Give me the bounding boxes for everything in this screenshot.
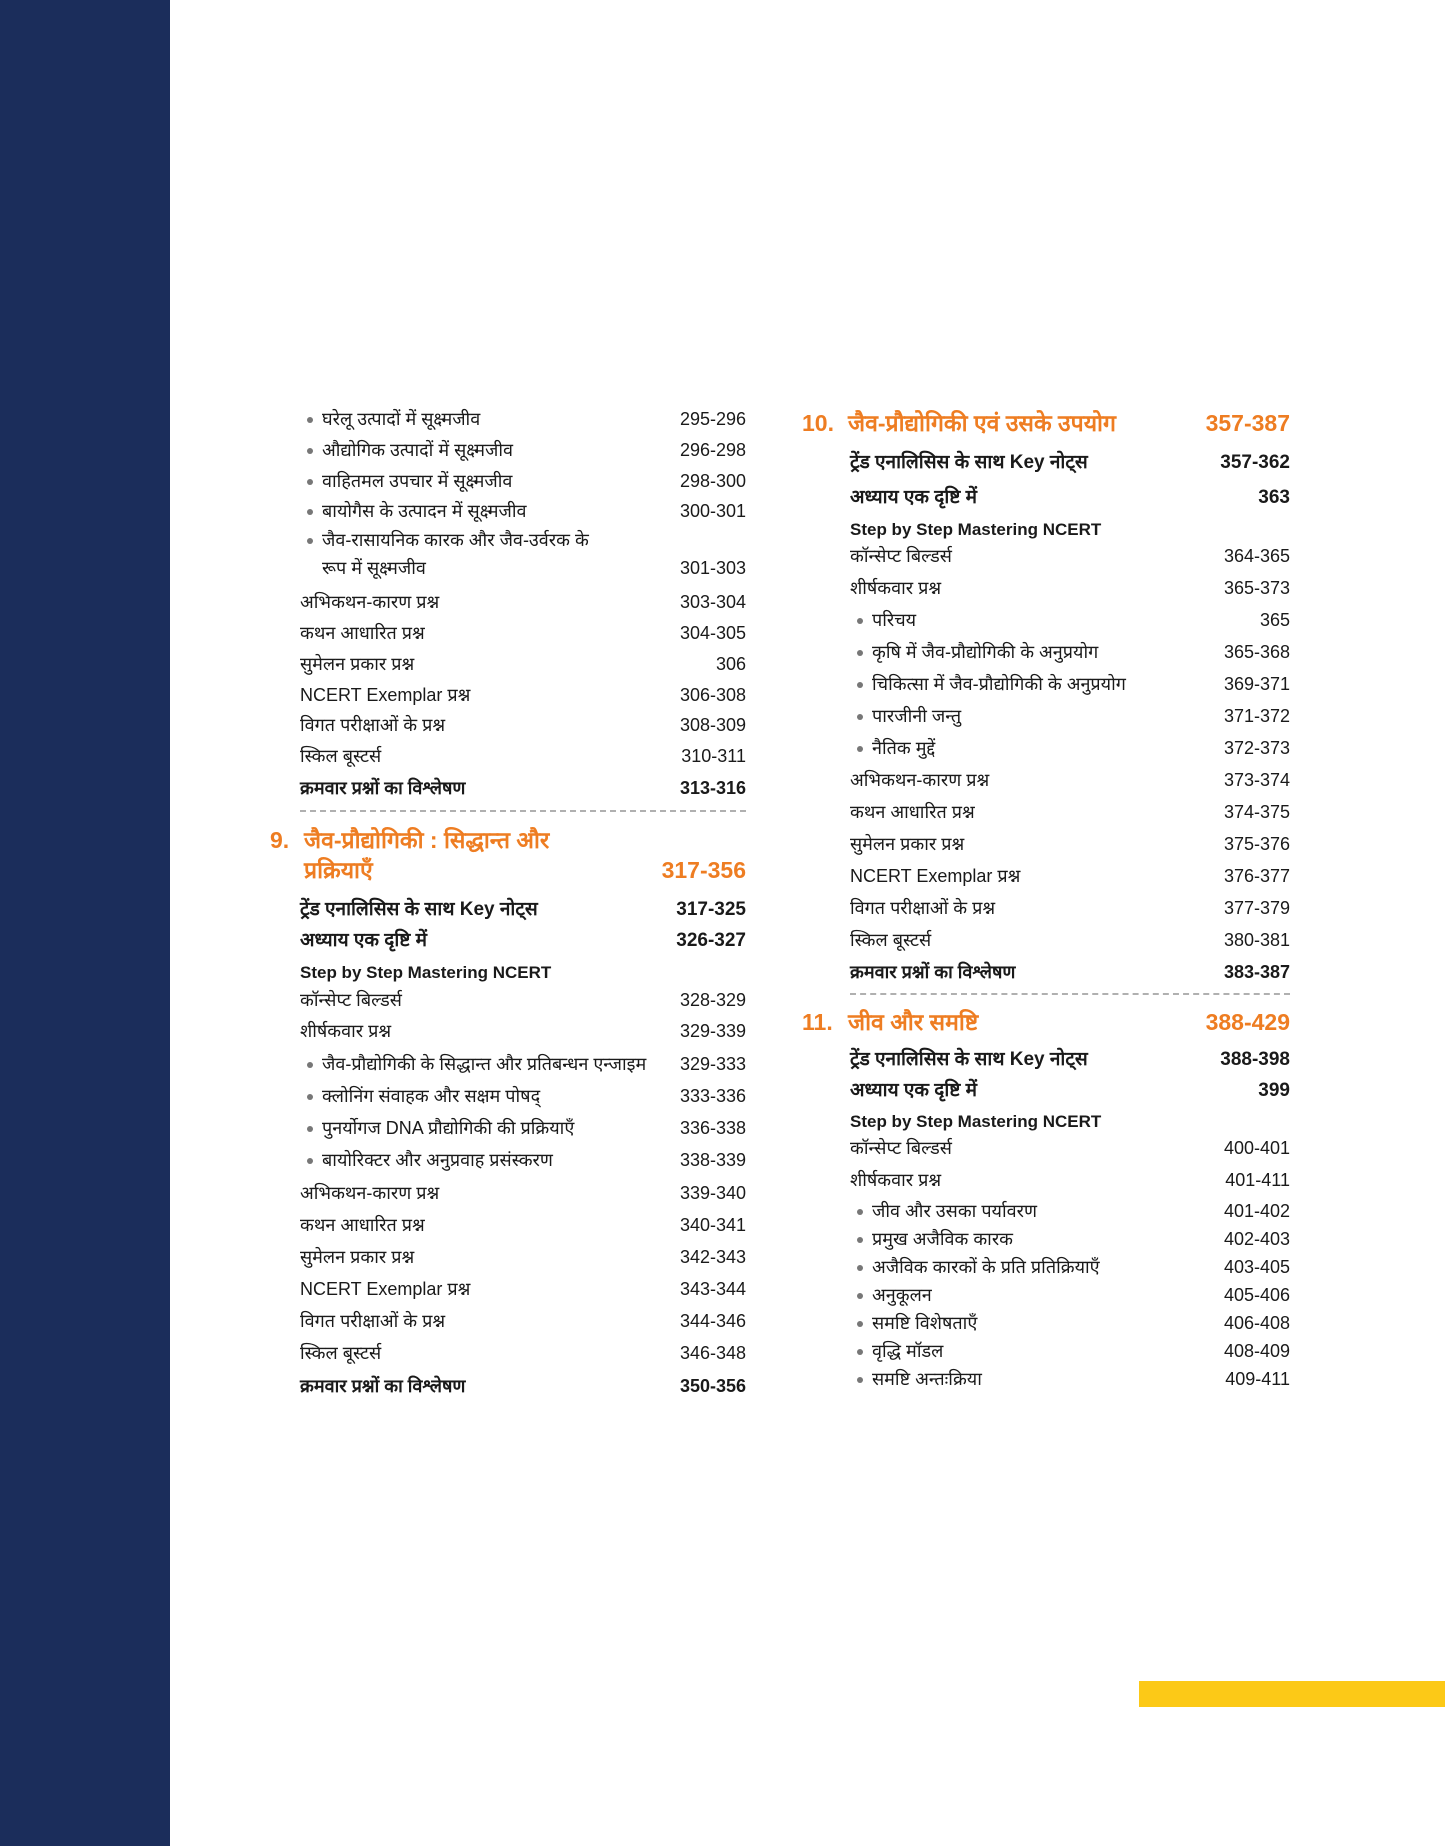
toc-entry[interactable] (300, 1083, 746, 1109)
entry-label: घरेलू उत्पादों में सूक्ष्मजीव (300, 406, 480, 432)
toc-entry[interactable] (850, 1254, 1290, 1280)
entry-label: अभिकथन-कारण प्रश्न (300, 592, 440, 612)
toc-entry[interactable] (300, 620, 746, 646)
entry-label: स्किल बूस्टर्स (300, 1343, 382, 1363)
entry-label: औद्योगिक उत्पादों में सूक्ष्मजीव (300, 437, 513, 463)
entry-page: 303-304 (679, 592, 746, 612)
toc-entry[interactable] (850, 575, 1290, 601)
entry-label: पुनर्योगज DNA प्रौद्योगिकी की प्रक्रियाएँ (300, 1115, 574, 1141)
toc-entry[interactable] (850, 863, 1290, 889)
entry-page: 383-387 (1223, 962, 1290, 982)
toc-entry[interactable] (850, 639, 1290, 665)
toc-entry[interactable] (300, 1244, 746, 1270)
entry-page: 350-356 (679, 1376, 746, 1396)
entry-label: अभिकथन-कारण प्रश्न (300, 1183, 440, 1203)
entry-label: नैतिक मुद्दें (850, 735, 935, 761)
entry-label: पारजीनी जन्तु (850, 703, 961, 729)
entry-label: ट्रेंड एनालिसिस के साथ Key नोट्स (850, 1049, 1088, 1070)
toc-entry[interactable] (850, 767, 1290, 793)
toc-entry[interactable] (850, 1078, 1290, 1104)
entry-page: 310-311 (681, 746, 746, 766)
toc-subheading (850, 1109, 1290, 1135)
entry-label: जैव-प्रौद्योगिकी के सिद्धान्त और प्रतिबन्धन एन्जाइम (300, 1051, 646, 1077)
entry-page: 377-379 (1223, 898, 1290, 918)
entry-label: समष्टि अन्तःक्रिया (850, 1366, 982, 1392)
sidebar-band (0, 0, 170, 1846)
entry-page: 380-381 (1223, 930, 1290, 950)
toc-entry[interactable] (300, 1308, 746, 1334)
entry-label-cont: रूप में सूक्ष्मजीव (322, 558, 426, 578)
toc-entry[interactable] (850, 1167, 1290, 1193)
toc-entry[interactable] (300, 468, 746, 494)
entry-page: 296-298 (679, 440, 746, 460)
entry-page: 346-348 (679, 1343, 746, 1363)
entry-page: 374-375 (1223, 802, 1290, 822)
toc-entry[interactable] (300, 987, 746, 1013)
entry-page: 365 (1259, 610, 1290, 630)
entry-label: कॉन्सेप्ट बिल्डर्स (300, 990, 402, 1010)
toc-entry[interactable] (300, 1276, 746, 1302)
entry-label: विगत परीक्षाओं के प्रश्न (850, 898, 996, 918)
entry-page: 365-368 (1223, 642, 1290, 662)
entry-label: ट्रेंड एनालिसिस के साथ Key नोट्स (300, 899, 538, 920)
toc-entry[interactable] (300, 437, 746, 463)
toc-entry[interactable] (850, 671, 1290, 697)
toc-entry[interactable] (300, 1018, 746, 1044)
chapter-title: जैव-प्रौद्योगिकी : सिद्धान्त और (304, 827, 550, 853)
toc-entry[interactable] (300, 1115, 746, 1141)
entry-label: क्रमवार प्रश्नों का विश्लेषण (300, 778, 466, 798)
toc-entry[interactable] (300, 743, 746, 769)
toc-entry[interactable] (300, 1212, 746, 1238)
entry-label: Step by Step Mastering NCERT (850, 1112, 1102, 1131)
entry-label: क्रमवार प्रश्नों का विश्लेषण (850, 962, 1016, 982)
chapter-title: जैव-प्रौद्योगिकी एवं उसके उपयोग (848, 410, 1116, 436)
entry-label: कृषि में जैव-प्रौद्योगिकी के अनुप्रयोग (850, 639, 1098, 665)
entry-label: क्लोनिंग संवाहक और सक्षम पोषद् (300, 1083, 540, 1109)
entry-label: समष्टि विशेषताएँ (850, 1310, 977, 1336)
entry-page: 376-377 (1223, 866, 1290, 886)
toc-entry[interactable] (850, 1310, 1290, 1336)
entry-label: अध्याय एक दृष्टि में (300, 930, 428, 951)
toc-entry[interactable] (850, 1366, 1290, 1392)
toc-entry[interactable] (300, 928, 746, 954)
toc-entry[interactable] (850, 831, 1290, 857)
entry-label: वाहितमल उपचार में सूक्ष्मजीव (300, 468, 512, 494)
entry-page: 363 (1258, 487, 1290, 508)
toc-entry[interactable] (850, 927, 1290, 953)
toc-entry[interactable] (850, 543, 1290, 569)
entry-page: 364-365 (1223, 546, 1290, 566)
section-divider (300, 810, 746, 812)
toc-entry[interactable] (850, 485, 1290, 511)
entry-page: 401-411 (1225, 1170, 1290, 1190)
entry-page: 371-372 (1223, 706, 1290, 726)
toc-subheading (300, 960, 746, 986)
entry-page: 317-325 (676, 899, 746, 920)
entry-label: अभिकथन-कारण प्रश्न (850, 770, 990, 790)
chapter-number: 9. (270, 827, 290, 853)
toc-entry[interactable] (850, 1135, 1290, 1161)
entry-label: विगत परीक्षाओं के प्रश्न (300, 1311, 446, 1331)
section-divider (850, 993, 1290, 995)
entry-page: 372-373 (1223, 738, 1290, 758)
toc-entry[interactable] (300, 651, 746, 677)
entry-label: जैव-रासायनिक कारक और जैव-उर्वरक के (300, 526, 746, 554)
entry-label: जीव और उसका पर्यावरण (850, 1198, 1037, 1224)
toc-entry[interactable] (300, 682, 746, 708)
toc-entry[interactable] (850, 1282, 1290, 1308)
chapter-heading[interactable] (270, 825, 746, 885)
entry-label: बायोरिक्टर और अनुप्रवाह प्रसंस्करण (300, 1147, 553, 1173)
entry-label: बायोगैस के उत्पादन में सूक्ष्मजीव (300, 498, 527, 524)
entry-page: 295-296 (679, 409, 746, 429)
toc-entry[interactable] (850, 703, 1290, 729)
entry-label: सुमेलन प्रकार प्रश्न (300, 654, 415, 674)
entry-label: NCERT Exemplar प्रश्न (300, 1279, 471, 1299)
chapter-pages: 388-429 (1205, 1009, 1290, 1035)
entry-page: 375-376 (1223, 834, 1290, 854)
entry-page: 301-303 (679, 558, 746, 578)
entry-label: प्रमुख अजैविक कारक (850, 1226, 1013, 1252)
toc-entry[interactable] (300, 897, 746, 923)
entry-page: 328-329 (679, 990, 746, 1010)
entry-label: चिकित्सा में जैव-प्रौद्योगिकी के अनुप्रयोग (850, 671, 1126, 697)
chapter-title: जीव और समष्टि (848, 1009, 979, 1035)
entry-page: 338-339 (679, 1150, 746, 1170)
toc-entry[interactable] (850, 799, 1290, 825)
entry-label: NCERT Exemplar प्रश्न (850, 866, 1021, 886)
entry-label: शीर्षकवार प्रश्न (850, 578, 942, 598)
toc-entry[interactable] (850, 895, 1290, 921)
toc-entry[interactable] (850, 450, 1290, 476)
entry-label: ट्रेंड एनालिसिस के साथ Key नोट्स (850, 452, 1088, 473)
entry-page: 342-343 (679, 1247, 746, 1267)
entry-label: स्किल बूस्टर्स (850, 930, 932, 950)
entry-label: परिचय (850, 607, 916, 633)
toc-entry[interactable] (300, 1147, 746, 1173)
entry-page: 400-401 (1223, 1138, 1290, 1158)
entry-label: सुमेलन प्रकार प्रश्न (300, 1247, 415, 1267)
toc-entry[interactable] (850, 1047, 1290, 1073)
entry-page: 306-308 (679, 685, 746, 705)
entry-page: 406-408 (1223, 1313, 1290, 1333)
chapter-heading[interactable] (802, 1007, 1290, 1037)
toc-entry[interactable] (850, 607, 1290, 633)
toc-entry[interactable] (300, 775, 746, 801)
entry-label: अजैविक कारकों के प्रति प्रतिक्रियाएँ (850, 1254, 1100, 1280)
entry-page: 373-374 (1223, 770, 1290, 790)
entry-label: कॉन्सेप्ट बिल्डर्स (850, 1138, 952, 1158)
entry-label: विगत परीक्षाओं के प्रश्न (300, 715, 446, 735)
entry-label: वृद्धि मॉडल (850, 1338, 943, 1364)
entry-label: कथन आधारित प्रश्न (850, 802, 975, 822)
entry-label: अनुकूलन (850, 1282, 932, 1308)
chapter-heading[interactable] (802, 408, 1290, 438)
toc-entry[interactable] (850, 1226, 1290, 1252)
toc-subheading (850, 517, 1290, 543)
entry-page: 313-316 (679, 778, 746, 798)
toc-entry[interactable] (850, 1198, 1290, 1224)
entry-label: क्रमवार प्रश्नों का विश्लेषण (300, 1376, 466, 1396)
entry-label: Step by Step Mastering NCERT (300, 963, 552, 982)
entry-label: कॉन्सेप्ट बिल्डर्स (850, 546, 952, 566)
chapter-title-cont: प्रक्रियाएँ (304, 857, 373, 883)
entry-page: 402-403 (1223, 1229, 1290, 1249)
chapter-number: 11. (802, 1009, 833, 1035)
entry-label: स्किल बूस्टर्स (300, 746, 382, 766)
entry-page: 388-398 (1220, 1049, 1290, 1070)
entry-page: 340-341 (679, 1215, 746, 1235)
toc-entry[interactable] (300, 1180, 746, 1206)
toc-entry[interactable] (300, 1051, 746, 1077)
entry-page: 405-406 (1223, 1285, 1290, 1305)
chapter-number: 10. (802, 410, 834, 436)
entry-page: 357-362 (1220, 452, 1290, 473)
entry-label: कथन आधारित प्रश्न (300, 1215, 425, 1235)
entry-page: 403-405 (1223, 1257, 1290, 1277)
toc-entry[interactable] (850, 1338, 1290, 1364)
entry-page: 329-333 (679, 1054, 746, 1074)
toc-entry[interactable] (300, 1340, 746, 1366)
entry-page: 333-336 (679, 1086, 746, 1106)
entry-page: 343-344 (679, 1279, 746, 1299)
entry-page: 409-411 (1225, 1369, 1290, 1389)
entry-label: शीर्षकवार प्रश्न (850, 1170, 942, 1190)
toc-entry[interactable] (300, 526, 746, 582)
entry-page: 399 (1258, 1080, 1290, 1101)
entry-page: 365-373 (1223, 578, 1290, 598)
entry-page: 401-402 (1223, 1201, 1290, 1221)
chapter-pages: 317-356 (661, 857, 746, 883)
toc-entry[interactable] (300, 712, 746, 738)
entry-page: 369-371 (1223, 674, 1290, 694)
entry-label: अध्याय एक दृष्टि में (850, 1080, 978, 1101)
entry-label: शीर्षकवार प्रश्न (300, 1021, 392, 1041)
entry-page: 298-300 (679, 471, 746, 491)
entry-page: 304-305 (679, 623, 746, 643)
entry-page: 308-309 (679, 715, 746, 735)
entry-label: NCERT Exemplar प्रश्न (300, 685, 471, 705)
entry-page: 336-338 (679, 1118, 746, 1138)
toc-entry[interactable] (300, 498, 746, 524)
entry-page: 408-409 (1223, 1341, 1290, 1361)
entry-label: Step by Step Mastering NCERT (850, 520, 1102, 539)
accent-bar (1139, 1681, 1445, 1707)
toc-entry[interactable] (850, 959, 1290, 985)
toc-entry[interactable] (300, 406, 746, 432)
entry-label: कथन आधारित प्रश्न (300, 623, 425, 643)
entry-page: 326-327 (676, 930, 746, 951)
entry-page: 306 (715, 654, 746, 674)
toc-entry[interactable] (850, 735, 1290, 761)
entry-page: 329-339 (679, 1021, 746, 1041)
chapter-pages: 357-387 (1205, 410, 1290, 436)
entry-page: 300-301 (679, 501, 746, 521)
entry-page: 344-346 (679, 1311, 746, 1331)
toc-entry[interactable] (300, 1373, 746, 1399)
entry-label: अध्याय एक दृष्टि में (850, 487, 978, 508)
entry-page: 339-340 (679, 1183, 746, 1203)
entry-label: सुमेलन प्रकार प्रश्न (850, 834, 965, 854)
toc-entry[interactable] (300, 589, 746, 615)
